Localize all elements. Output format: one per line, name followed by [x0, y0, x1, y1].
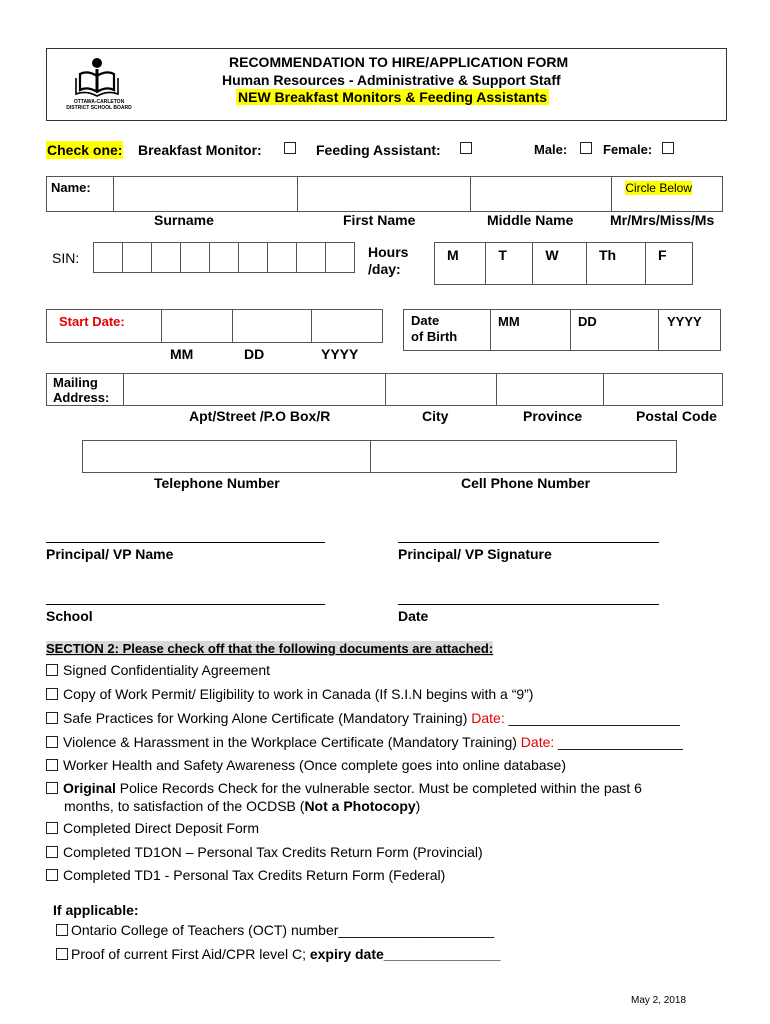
school-line[interactable] [46, 604, 325, 605]
principal-signature-line[interactable] [398, 542, 659, 543]
hours-per-day-grid [434, 242, 693, 285]
female-label: Female: [603, 142, 653, 157]
hours-friday[interactable]: F [645, 243, 692, 285]
confidentiality-checkbox[interactable] [46, 664, 58, 676]
date-caption: Date [398, 608, 429, 624]
checklist-item-police-check: Original Police Records Check for the vulnerable sector. Must be completed within the past 6 [46, 780, 642, 796]
safe-practices-checkbox[interactable] [46, 712, 58, 724]
telephone-caption: Telephone Number [154, 475, 280, 491]
checklist-item-violence: Violence & Harassment in the Workplace Certificate (Mandatory Training) Date: ________________ [46, 734, 683, 750]
province-caption: Province [523, 408, 583, 424]
start-date-yyyy-caption: YYYY [321, 346, 359, 362]
if-applicable-heading: If applicable: [53, 902, 139, 918]
female-checkbox[interactable] [662, 142, 674, 154]
violence-checkbox[interactable] [46, 736, 58, 748]
breakfast-monitor-label: Breakfast Monitor: [138, 142, 262, 158]
telephone-field[interactable] [83, 441, 371, 473]
form-subtitle: Human Resources - Administrative & Support Staff [222, 72, 561, 88]
school-caption: School [46, 608, 93, 624]
footer-date: May 2, 2018 [631, 995, 687, 1006]
province-field[interactable] [497, 374, 604, 406]
start-date-yyyy-field[interactable] [312, 310, 383, 343]
first-name-field[interactable] [298, 177, 471, 212]
hours-monday[interactable]: M [435, 243, 486, 285]
date-line[interactable] [398, 604, 659, 605]
section2-heading: SECTION 2: Please check off that the following documents are attached: [46, 641, 494, 656]
checklist-item-confidentiality: Signed Confidentiality Agreement [46, 662, 270, 678]
breakfast-monitor-checkbox[interactable] [284, 142, 296, 154]
circle-below-note: Circle Below [625, 181, 692, 195]
checklist-item-td1: Completed TD1 - Personal Tax Credits Return Form (Federal) [46, 867, 445, 883]
sin-label: SIN: [52, 250, 80, 266]
principal-name-line[interactable] [46, 542, 325, 543]
middle-name-caption: Middle Name [487, 212, 574, 228]
hours-label-line2: /day: [368, 261, 401, 277]
postal-code-field[interactable] [604, 374, 723, 406]
checklist-item-work-permit: Copy of Work Permit/ Eligibility to work in Canada (If S.I.N begins with a “9”) [46, 686, 533, 702]
mailing-address-table [46, 373, 723, 406]
checklist-item-direct-deposit: Completed Direct Deposit Form [46, 820, 259, 836]
checklist-item-td1on: Completed TD1ON – Personal Tax Credits Return Form (Provincial) [46, 844, 483, 860]
dob-mm-field[interactable]: MM [491, 310, 571, 351]
first-aid-item: Proof of current First Aid/CPR level C; expiry date_______________ [56, 946, 501, 962]
td1on-checkbox[interactable] [46, 846, 58, 858]
hours-wednesday[interactable]: W [533, 243, 587, 285]
postal-code-caption: Postal Code [636, 408, 717, 424]
principal-signature-caption: Principal/ VP Signature [398, 546, 552, 562]
checklist-item-worker-health: Worker Health and Safety Awareness (Once complete goes into online database) [46, 757, 566, 773]
mailing-label-line2: Address: [53, 390, 110, 405]
dob-yyyy-field[interactable]: YYYY [659, 310, 721, 351]
check-one-label: Check one: [47, 142, 123, 158]
date-of-birth-table [403, 309, 721, 351]
feeding-assistant-label: Feeding Assistant: [316, 142, 441, 158]
checklist-item-police-check-line2: months, to satisfaction of the OCDSB (Not a Photocopy) [64, 798, 421, 814]
male-checkbox[interactable] [580, 142, 592, 154]
male-label: Male: [534, 142, 568, 157]
sin-grid[interactable] [93, 242, 355, 273]
start-date-mm-field[interactable] [162, 310, 233, 343]
start-date-table [46, 309, 383, 343]
title-options-caption: Mr/Mrs/Miss/Ms [610, 212, 715, 228]
first-aid-checkbox[interactable] [56, 948, 68, 960]
name-table [46, 176, 723, 212]
oct-checkbox[interactable] [56, 924, 68, 936]
logo-text: OTTAWA-CARLETON DISTRICT SCHOOL BOARD [66, 99, 132, 111]
feeding-assistant-checkbox[interactable] [460, 142, 472, 154]
oct-number-item: Ontario College of Teachers (OCT) number____________________ [56, 922, 494, 938]
city-caption: City [422, 408, 449, 424]
dob-label-line1: Date [411, 313, 440, 328]
work-permit-checkbox[interactable] [46, 688, 58, 700]
street-field[interactable] [124, 374, 386, 406]
principal-name-caption: Principal/ VP Name [46, 546, 174, 562]
start-date-label: Start Date: [59, 314, 125, 329]
surname-caption: Surname [154, 212, 214, 228]
police-check-checkbox[interactable] [46, 782, 58, 794]
direct-deposit-checkbox[interactable] [46, 822, 58, 834]
worker-health-checkbox[interactable] [46, 759, 58, 771]
dob-dd-field[interactable]: DD [571, 310, 659, 351]
name-label: Name: [51, 180, 91, 195]
hours-label-line1: Hours [368, 244, 409, 260]
cell-phone-field[interactable] [371, 441, 677, 473]
mailing-label-line1: Mailing [53, 375, 98, 390]
title-field[interactable] [612, 177, 723, 212]
start-date-mm-caption: MM [170, 346, 194, 362]
surname-field[interactable] [114, 177, 298, 212]
td1-checkbox[interactable] [46, 869, 58, 881]
school-board-logo [66, 56, 132, 114]
hours-thursday[interactable]: Th [586, 243, 645, 285]
start-date-dd-caption: DD [244, 346, 265, 362]
phone-table [82, 440, 677, 473]
form-highlight-title: NEW Breakfast Monitors & Feeding Assistants [238, 89, 548, 105]
dob-label-line2: of Birth [411, 329, 458, 344]
hours-tuesday[interactable]: T [486, 243, 533, 285]
city-field[interactable] [386, 374, 497, 406]
middle-name-field[interactable] [471, 177, 612, 212]
start-date-dd-field[interactable] [233, 310, 312, 343]
form-title: RECOMMENDATION TO HIRE/APPLICATION FORM [229, 54, 569, 70]
checklist-item-safe-practices: Safe Practices for Working Alone Certificate (Mandatory Training) Date: ______________________ [46, 710, 680, 726]
first-name-caption: First Name [343, 212, 416, 228]
street-caption: Apt/Street /P.O Box/R [189, 408, 331, 424]
cell-phone-caption: Cell Phone Number [461, 475, 591, 491]
